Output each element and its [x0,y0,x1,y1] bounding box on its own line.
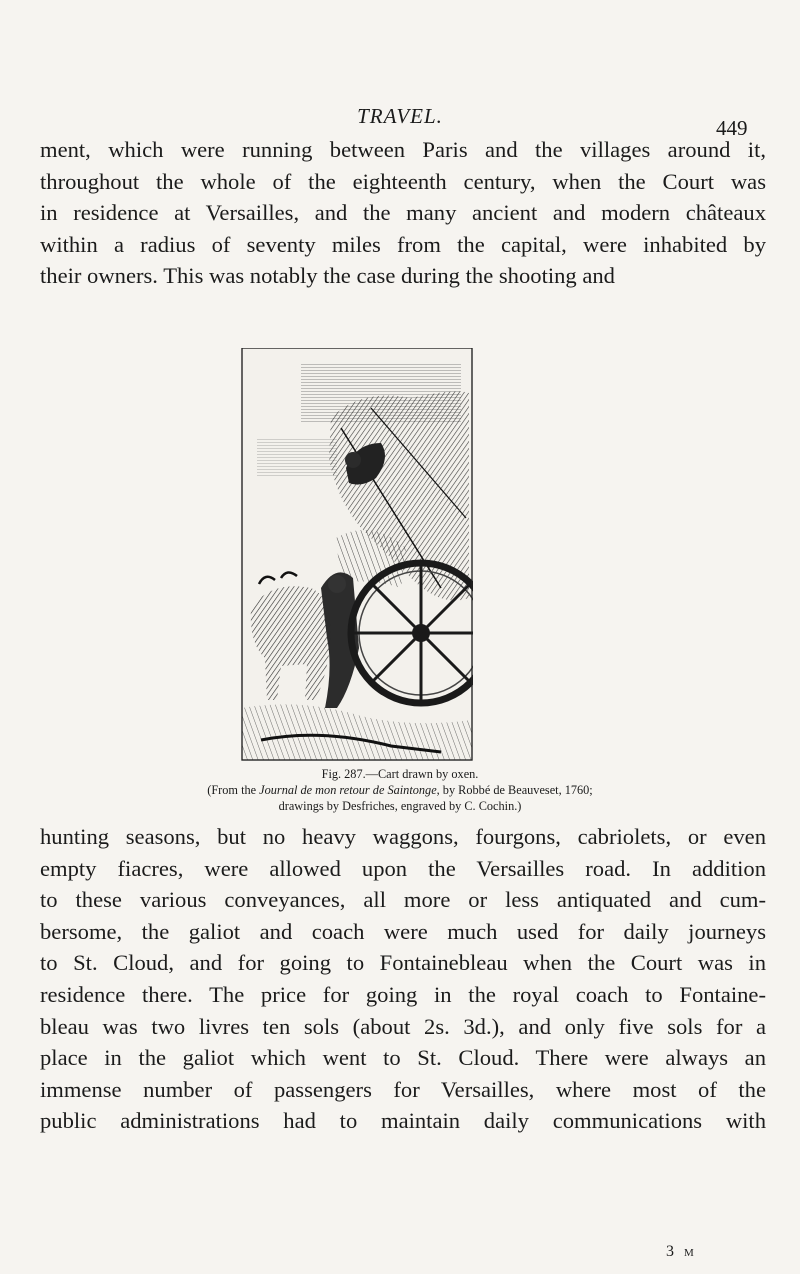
caption-title: Fig. 287.—Cart drawn by oxen. [321,767,479,781]
signature-mark [666,1243,697,1261]
text-line: within a radius of seventy miles from the capital, were inhabited by [40,231,766,257]
text-line: throughout the whole of the eighteenth century, when the Court was [40,168,766,194]
paragraph-2 [40,821,766,1137]
signature-number: 3 [666,1243,677,1260]
engraving-illustration [241,348,473,762]
signature-letter: M [684,1247,697,1259]
text-line: residence there. The price for going in the royal coach to Fontaine- [40,981,766,1007]
text-line: bleau was two livres ten sols (about 2s. 3d.), and only five sols for a [40,1013,766,1039]
text-line: place in the galiot which went to St. Cloud. There were always an [40,1045,766,1071]
text-line: empty fiacres, were allowed upon the Versailles road. In addition [40,855,766,881]
figure-caption [40,766,760,814]
text-line: public administrations had to maintain daily communications with [40,1108,766,1134]
running-head: TRAVEL. [357,104,443,128]
text-line: ment, which were running between Paris and the villages around it, [40,137,766,162]
text-line: bersome, the galiot and coach were much used for daily journeys [40,918,766,944]
text-line: to these various conveyances, all more or less antiquated and cum- [40,887,766,913]
caption-source-prefix: (From the [207,783,260,797]
engraving-cart-drawn-by-oxen [241,348,473,762]
page-number: 449 [716,116,748,140]
caption-source-title: Journal de mon retour de Saintonge [259,783,437,797]
caption-credits: drawings by Desfriches, engraved by C. Cochin.) [278,799,522,813]
text-line: hunting seasons, but no heavy waggons, fourgons, cabriolets, or even [40,824,766,849]
text-line: in residence at Versailles, and the many ancient and modern châteaux [40,200,766,226]
text-line: immense number of passengers for Versailles, where most of the [40,1076,766,1102]
paragraph-1 [40,134,766,292]
caption-source-suffix: , by Robbé de Beauveset, 1760; [436,783,593,797]
text-line: to St. Cloud, and for going to Fontainebleau when the Court was in [40,950,766,976]
text-line: their owners. This was notably the case during the shooting and [40,263,615,289]
caption-source [40,782,760,798]
